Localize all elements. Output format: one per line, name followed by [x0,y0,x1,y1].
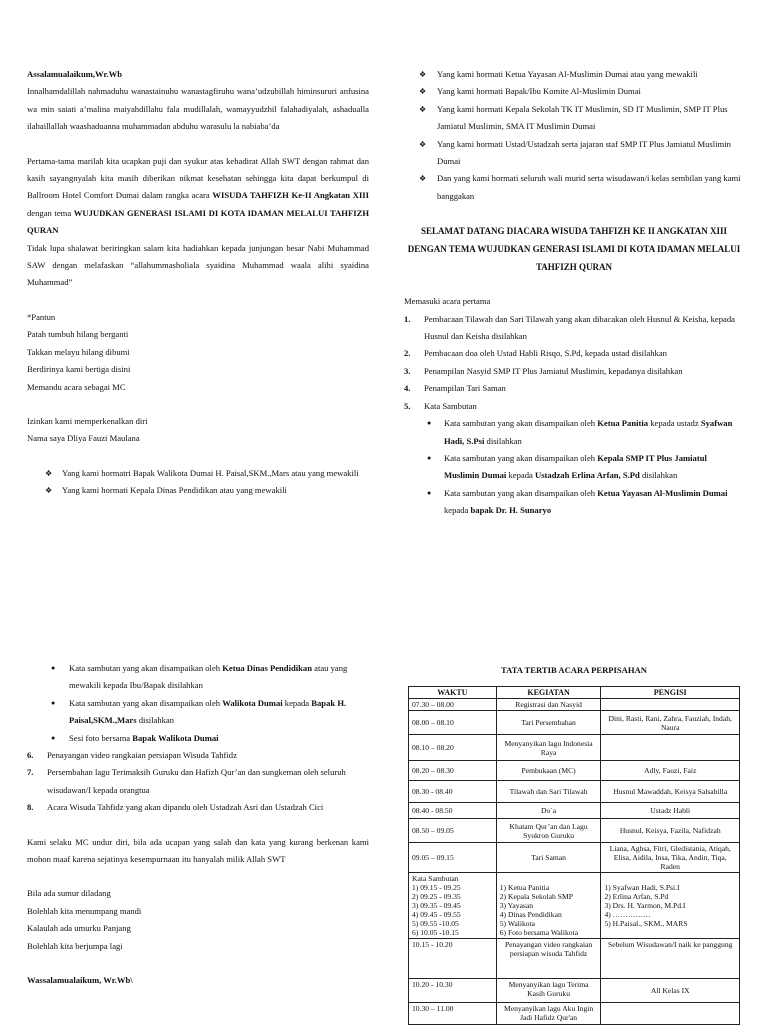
speech-item: ● Kata sambutan yang akan disampaikan oleh Kepala SMP IT Plus Jamiatul Muslimin Dumai kepada Ustadzah Erlina Arfan, S.Pd disilahkan [404,450,744,485]
agenda-item: 8. Acara Wisuda Tahfidz yang akan dipandu oleh Ustadzah Asri dan Ustadzah Cici [27,802,324,813]
agenda-intro: Memasuki acara pertama [404,296,491,307]
cell-activity: Do`a [496,803,601,819]
speech-item: ● Sesi foto bersama Bapak Walikota Dumai [27,730,369,747]
cell-by: Husnul Mawaddah, Keisya Salsabilla [601,781,740,803]
cell-activity: Tilawah dan Sari Tilawah [496,781,601,803]
intro-line: Nama saya Dliya Fauzi Maulana [27,433,140,444]
header-waktu: WAKTU [409,687,497,699]
list-item: ❖ Yang kami hormati Kepala Sekolah TK IT Muslimin, SD IT Muslimin, SMP IT Plus Jamiatul Muslimin, SMA IT Muslimin Dumai [404,101,744,136]
cell-by: Sebelum Wisudawan/I naik ke panggung [601,939,740,979]
agenda-list [404,311,744,415]
table-header-row [409,687,740,699]
agenda-item: 6. Penayangan video rangkaian persiapan Wisuda Tahfidz [27,750,237,761]
pantun-line: Berdirinya kami bertiga disini [27,364,131,375]
agenda-item: 7. Persembahan lagu Terimaksih Guruku dan Hafizh Qur’an dan sungkeman oleh seluruh wisudawan/I kepada orangtua [27,767,346,795]
cell-time: 08.00 – 08.10 [409,711,497,735]
cell-activity: Tari Saman [496,843,601,873]
agenda-item: 1. Pembacaan Tilawah dan Sari Tilawah yang akan dibacakan oleh Husnul & Keisha, kepada Husnul dan Keisha disilahkan [404,313,735,342]
column-bottom-left [27,660,369,990]
cell-time: 10.20 - 10.30 [409,979,497,1003]
respects-list [404,66,744,205]
table-row [409,843,740,873]
cell-by [601,1003,740,1025]
speech-item: ● Kata sambutan yang akan disampaikan oleh Ketua Panitia kepada ustadz Syafwan Hadi, S.Psi disilahkan [404,415,744,450]
cell-by [601,699,740,711]
list-item: ❖ Dan yang kami hormati seluruh wali murid serta wisudawan/i kelas sembilan yang kami banggakan [404,170,744,205]
pantun-line: Patah tumbuh hilang berganti [27,329,129,340]
farewell: Wassalamualaikum, Wr.Wb\ [27,975,133,986]
cell-activity: Penayangan video rangkaian persiapan wisuda Tahfidz [496,939,601,979]
table-row [409,803,740,819]
cell-by: Adly, Fauzi, Faiz [601,761,740,781]
cell-activity: Tari Persembahan [496,711,601,735]
shalawat-paragraph: Tidak lupa shalawat beriringkan salam kita hadiahkan kepada junjungan besar Nabi Muhammad SAW dengan melafaskan “allahummasholiala syaidina Muhammad waala alihi syaidina Muhammad” [27,242,369,288]
cell-activity: Registrasi dan Nasyid [496,699,601,711]
cell-time: 07.30 – 08.00 [409,699,497,711]
event-theme: WUJUDKAN GENERASI ISLAMI DI KOTA IDAMAN MELALUI TAHFIZH QURAN [27,207,370,236]
greeting: Assalamualaikum,Wr.Wb [27,69,123,79]
agenda-list [27,747,369,817]
header-pengisi: PENGISI [601,687,740,699]
pantun-line: Kalaulah ada umurku Panjang [27,923,131,934]
cell-time: 08.10 – 08.20 [409,735,497,761]
cell-time: 08.50 – 09.05 [409,819,497,843]
pantun-label: *Pantun [27,311,56,322]
closing-paragraph: Kami selaku MC undur diri, bila ada ucapan yang salah dan kata yang kurang berkenan kami mohon maaf karena sejatinya kesempurnaan itu hanyalah milik Allah SWT [27,836,369,865]
list-item: ❖ Yang kami hormati Kepala Dinas Pendidikan atau yang mewakili [27,482,369,499]
cell-activity: Menyanyikan lagu Aku Ingin Jadi Hafidz Qur'an [496,1003,601,1025]
list-item: ❖ Yang kami hormatri Bapak Walikota Dumai H. Paisal,SKM.,Mars atau yang mewakili [27,465,369,482]
cell-by: Ustadz Habli [601,803,740,819]
cell-by: All Kelas IX [601,979,740,1003]
list-item: ❖ Yang kami hormati Ustad/Ustadzah serta jajaran staf SMP IT Plus Jamiatul Muslimin Dumai [404,136,744,171]
cell-by: 1) Syafwan Hadi, S.Psi.I 2) Erlina Arfan, S.Pd 3) Drs. H. Yarmon, M.Pd.I 4) …………… 5) H.Paisal., SKM., MARS [601,873,740,939]
cell-by: Dini, Rasti, Rani, Zahra, Fauziah, Indah, Naura [601,711,740,735]
cell-activity: Pembukaan (MC) [496,761,601,781]
cell-time: 08.30 - 08.40 [409,781,497,803]
pantun-line: Bolehlah kita menumpang mandi [27,905,142,916]
speech-list [27,660,369,747]
speech-item: ● Kata sambutan yang akan disampaikan oleh Ketua Yayasan Al-Muslimin Dumai kepada bapak Dr. H. Sunaryo [404,485,744,520]
cell-activity: Khatam Qur’an dan Lagu Syukron Guruku [496,819,601,843]
list-item: ❖ Yang kami hormati Ketua Yayasan Al-Muslimin Dumai atau yang mewakili [404,66,744,83]
header-kegiatan: KEGIATAN [496,687,601,699]
agenda-item: 4. Penampilan Tari Saman [404,383,506,394]
cell-by: Husnul, Keisya, Fazila, Nafidzah [601,819,740,843]
cell-by: Liana, Aghsa, Fitri, Gledistania, Atiqah, Elisa, Aidila, Insa, Tika, Andin, Tiqa, Raden [601,843,740,873]
table-row [409,781,740,803]
welcome-heading: SELAMAT DATANG DIACARA WISUDA TAHFIZH KE II ANGKATAN XIII DENGAN TEMA WUJUDKAN GENERASI ISLAMI DI KOTA IDAMAN MELALUI TAHFIZH QURAN [407,226,741,273]
table-row [409,761,740,781]
table-row [409,979,740,1003]
opening-arabic: Innalhamdalillah nahmaduhu wanastainuhu wanastagfiruhu wana’udzubillah himinsururi anfusina wa min saiati a’malina maiyahdillahu fala mudillalah, wamayyudzhil falahadiyalah, ashadualla ilahaillallah waashaduanna muhammadan abduhu warasulu la nabiaba’da [27,86,369,132]
cell-time: 08.40 - 08.50 [409,803,497,819]
table-row [409,819,740,843]
list-item: ❖ Yang kami hormati Bapak/Ibu Komite Al-Muslimin Dumai [404,83,744,100]
speech-list [404,415,744,519]
cell-time: 10.30 – 11.00 [409,1003,497,1025]
cell-activity: Menyanyikan lagu Indonesia Raya [496,735,601,761]
speech-item: ● Kata sambutan yang akan disampaikan oleh Walikota Dumai kepada Bapak H. Paisal,SKM.,Mars disilahkan [27,695,369,730]
sambutan-row [409,873,740,939]
respects-list [27,465,369,500]
opening-paragraph: Pertama-tama marilah kita ucapkan puji dan syukur atas kehadirat Allah SWT dengan rahmat dan kasih sayangnyalah kita masih diberikan nikmat kesehatan sehingga kita dapat berkumpul di Ballroom Hotel Comfort Dumai dalam rangka acara WISUDA TAHFIZH Ke-II Angkatan XIII dengan tema WUJUDKAN GENERASI ISLAMI DI KOTA IDAMAN MELALUI TAHFIZH QURAN [27,155,370,236]
agenda-item: 5. Kata Sambutan [404,400,477,411]
intro-line: Izinkan kami memperkenalkan diri [27,415,148,426]
pantun-line: Memandu acara sebagai MC [27,381,126,392]
cell-time: 10.15 - 10.20 [409,939,497,979]
column-bottom-right [408,662,740,1025]
cell-time: Kata Sambutan 1) 09.15 - 09.25 2) 09.25 - 09.35 3) 09.35 - 09.45 4) 09.45 - 09.55 5) 09.55 -10.05 6) 10.05 -10.15 [409,873,497,939]
cell-time: 09.05 – 09.15 [409,843,497,873]
column-top-right [404,66,744,520]
table-row [409,1003,740,1025]
schedule-title: TATA TERTIB ACARA PERPISAHAN [501,665,647,675]
schedule-table [408,686,740,1025]
pantun-line: Takkan melayu hilang dibumi [27,346,130,357]
pantun-line: Bolehlah kita berjumpa lagi [27,940,123,951]
event-name: WISUDA TAHFIZH Ke-II Angkatan XIII [212,190,369,201]
cell-activity: Menyanyikan lagu Terima Kasih Guruku [496,979,601,1003]
cell-by [601,735,740,761]
cell-time: 08.20 – 08.30 [409,761,497,781]
table-row [409,711,740,735]
page-bottom [0,650,768,1024]
table-row [409,699,740,711]
agenda-item: 3. Penampilan Nasyid SMP IT Plus Jamiatul Muslimin, kepadanya disilahkan [404,365,683,376]
pantun-line: Bila ada sumur diladang [27,888,111,899]
column-top-left [27,66,369,500]
agenda-item: 2. Pembacaan doa oleh Ustad Habli Risqo, S.Pd, kepada ustad disilahkan [404,348,667,359]
table-row [409,939,740,979]
speech-item: ● Kata sambutan yang akan disampaikan oleh Ketua Dinas Pendidikan atau yang mewakili kepada Ibu/Bapak disilahkan [27,660,369,695]
table-row [409,735,740,761]
cell-activity: 1) Ketua Panitia 2) Kepala Sekolah SMP 3) Yayasan 4) Dinas Pendidikan 5) Walikota 6) Foto bersama Walikota [496,873,601,939]
